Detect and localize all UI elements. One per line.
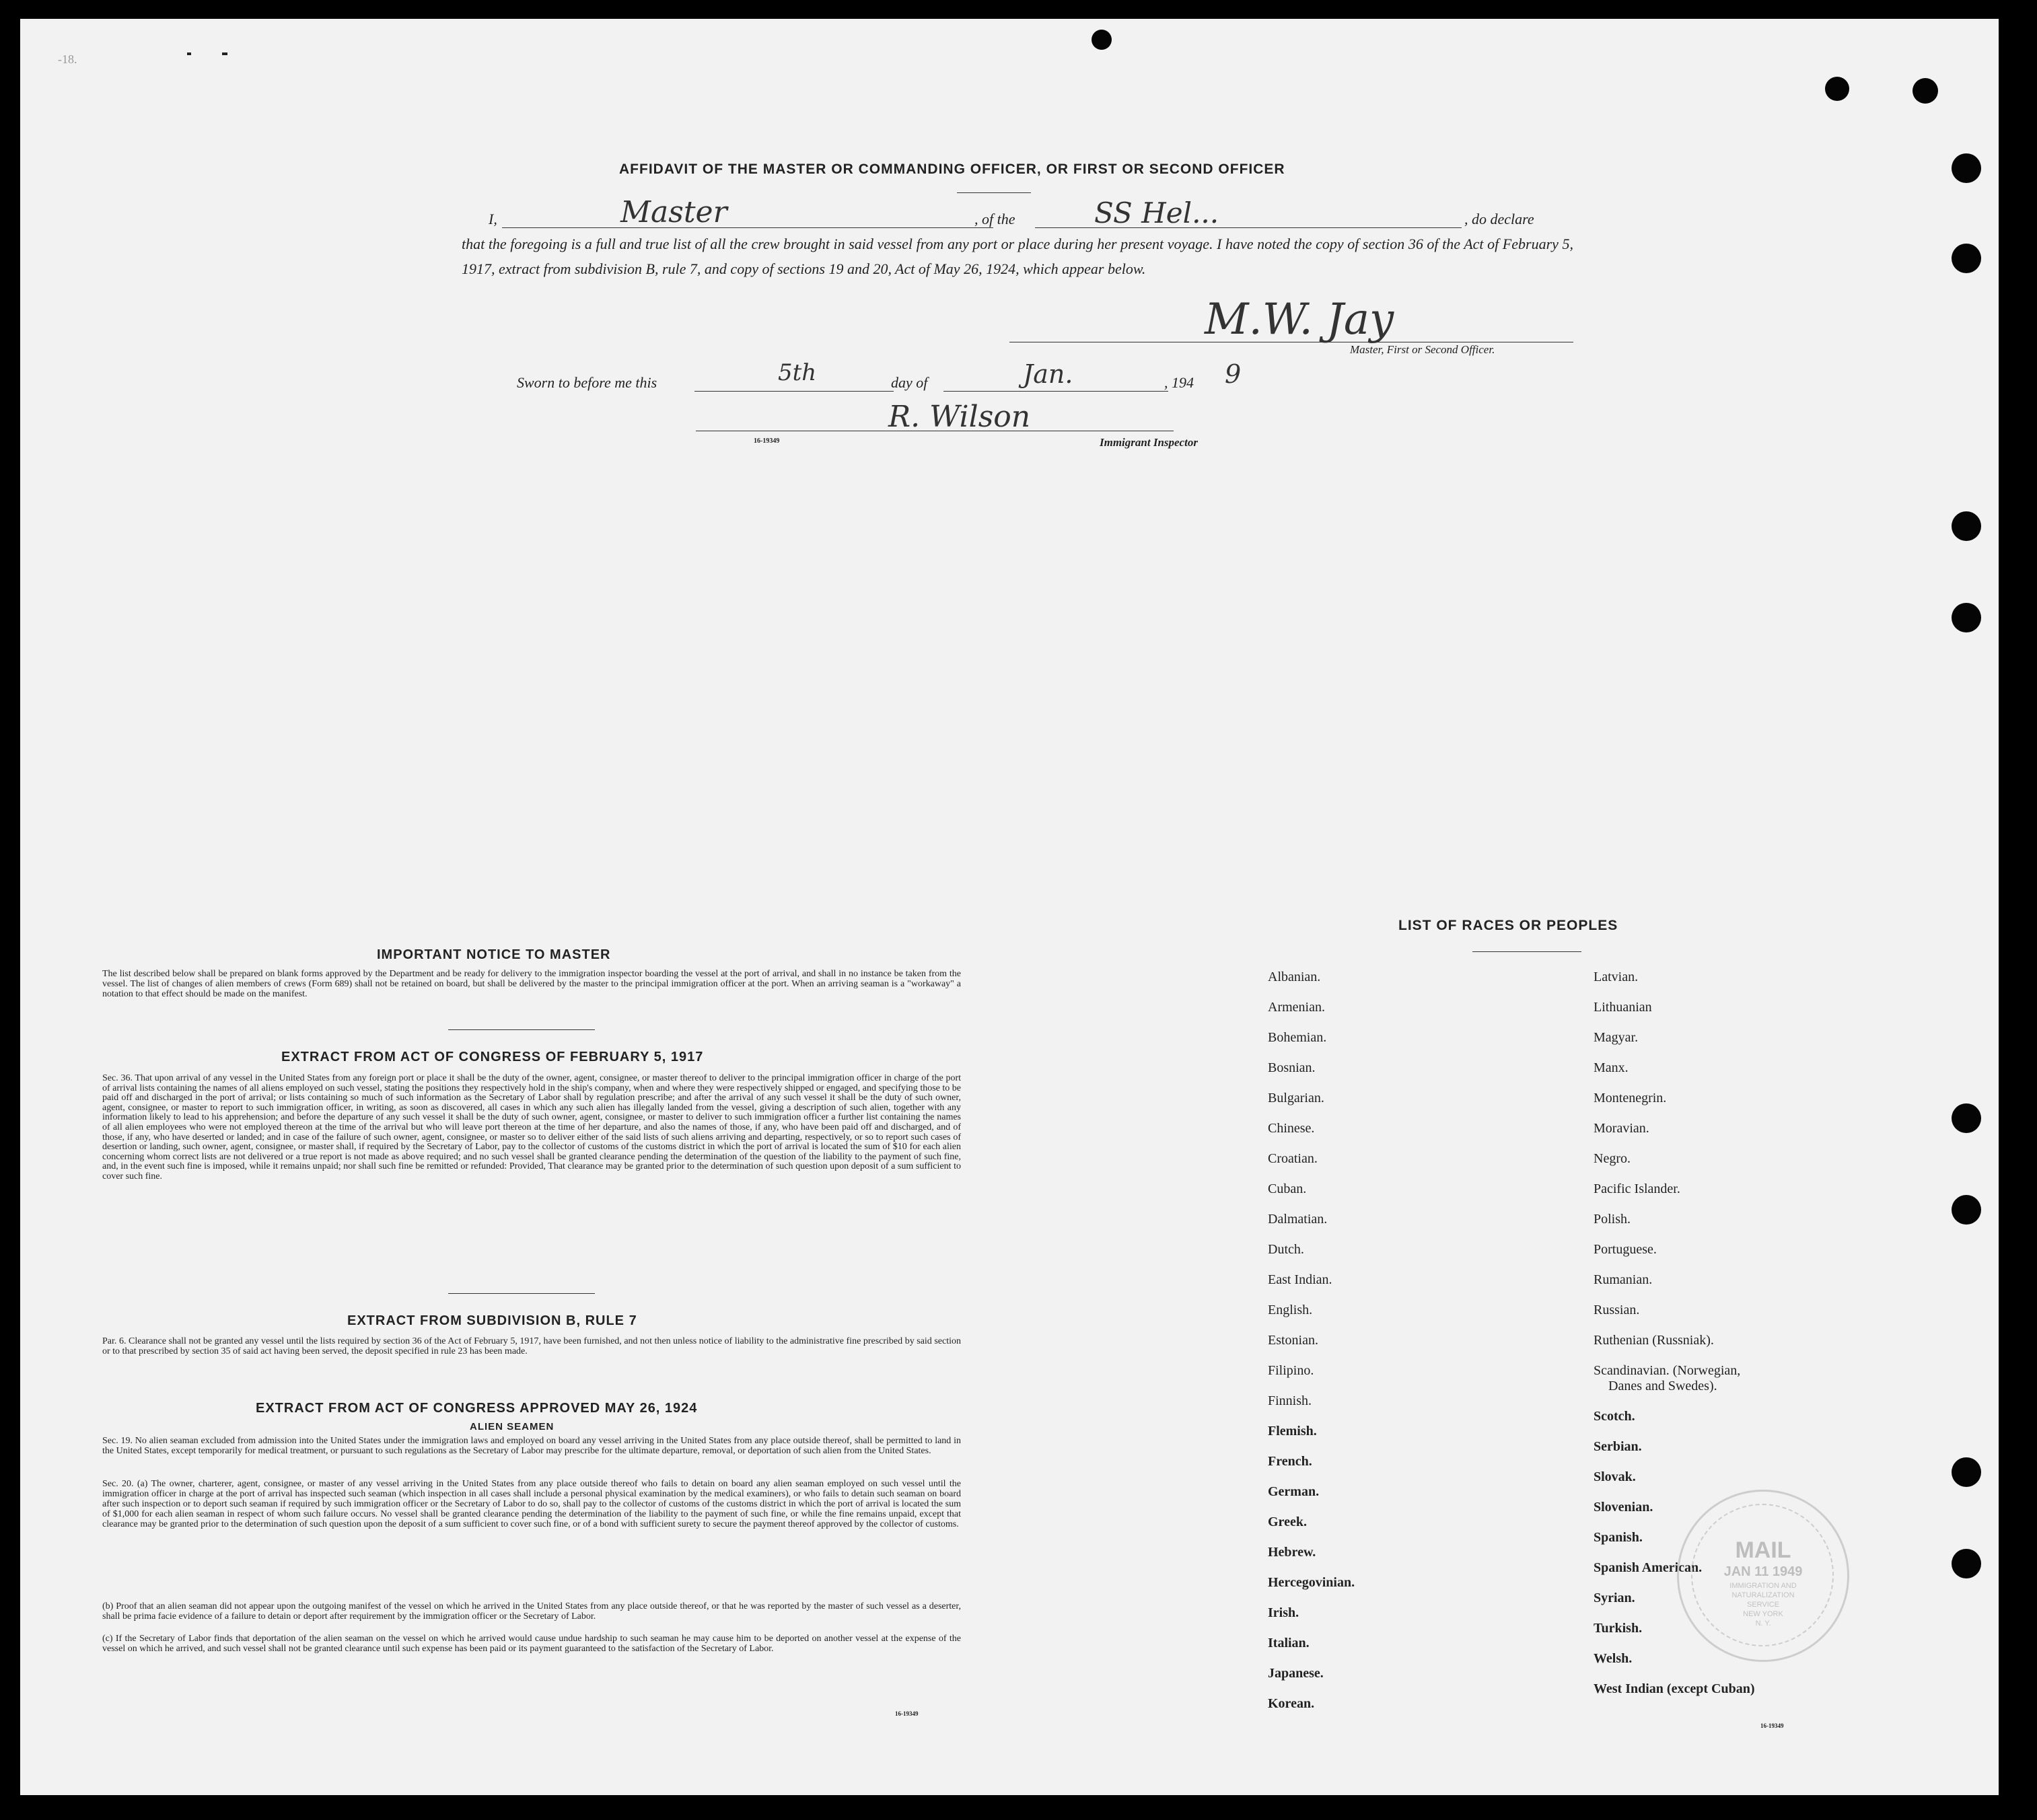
sworn-day: 5th [778, 359, 817, 386]
punch-hole [1952, 603, 1981, 632]
vessel-handwritten: SS Hel... [1094, 196, 1219, 229]
punch-hole [1952, 1103, 1981, 1133]
races-title: LIST OF RACES OR PEOPLES [1398, 918, 1618, 933]
race-item: Bohemian. [1268, 1030, 1327, 1045]
stamp-line1: MAIL [1735, 1537, 1791, 1563]
master-caption: Master, First or Second Officer. [1350, 343, 1495, 356]
race-item: Manx. [1594, 1060, 1629, 1075]
race-item: Montenegrin. [1594, 1091, 1667, 1105]
speck [222, 52, 227, 55]
punch-hole [1952, 1195, 1981, 1225]
stamp-line3: IMMIGRATION AND [1729, 1582, 1797, 1590]
race-item: Serbian. [1594, 1439, 1642, 1454]
race-item: Italian. [1268, 1636, 1310, 1650]
race-item: Turkish. [1594, 1621, 1643, 1636]
extract-1924-title: EXTRACT FROM ACT OF CONGRESS APPROVED MAY 26, 1924 [256, 1401, 698, 1416]
race-item: Greek. [1268, 1515, 1307, 1529]
extract-1924-subtitle: ALIEN SEAMEN [470, 1421, 555, 1432]
race-item: Hercegovinian. [1268, 1575, 1355, 1590]
subdivision-title: EXTRACT FROM SUBDIVISION B, RULE 7 [347, 1313, 637, 1328]
form-number: 16-19349 [754, 437, 780, 445]
race-item: Korean. [1268, 1696, 1315, 1711]
race-item: Welsh. [1594, 1651, 1633, 1666]
form-number: 16-19349 [1760, 1722, 1784, 1729]
race-item: Pacific Islander. [1594, 1181, 1680, 1196]
race-item: Moravian. [1594, 1121, 1649, 1136]
punch-hole [1952, 244, 1981, 273]
punch-hole [1913, 78, 1938, 104]
race-item: Dalmatian. [1268, 1212, 1328, 1227]
do-declare-label: , do declare [1464, 211, 1534, 227]
race-item: Scandinavian. (Norwegian, [1594, 1363, 1741, 1378]
race-item: Armenian. [1268, 1000, 1325, 1015]
race-item: Finnish. [1268, 1393, 1312, 1408]
affidavit-title: AFFIDAVIT OF THE MASTER OR COMMANDING OFFICER, OR FIRST OR SECOND OFFICER [619, 161, 1285, 177]
notice-title: IMPORTANT NOTICE TO MASTER [377, 947, 611, 962]
race-item: Cuban. [1268, 1181, 1307, 1196]
notice-body: The list described below shall be prepared on blank forms approved by the Department and be ready for delivery to the immigration inspector boarding the vessel at the port of arrival, and shall in no instance be taken from the vessel. The list of changes of alien members of crews (Form 689) shall not be retained on board, but shall be delivered by the master to the principal immigration officer at the port. When an arriving seaman is a "workaway" a notation to that effect should be made on the manifest. [102, 969, 961, 999]
stamp-line6: NEW YORK [1743, 1610, 1783, 1618]
race-item: Chinese. [1268, 1121, 1315, 1136]
race-item: Filipino. [1268, 1363, 1314, 1378]
race-item: Slovenian. [1594, 1500, 1653, 1515]
name-handwritten: Master [620, 195, 727, 229]
of-the-label: , of the [974, 211, 1015, 227]
sec19-body: Sec. 19. No alien seaman excluded from admission into the United States under the immigration laws and employed on board any vessel arriving in the United States from any place outside thereof, shall be permitted to land in the United States, except temporarily for medical treatment, or pursuant to such regulations as the Secretary of Labor may prescribe for the ultimate departure, removal, or deportation of such alien from the United States. [102, 1436, 961, 1456]
year-prefix: , 194 [1164, 374, 1194, 391]
stamp-line7: N. Y. [1755, 1619, 1771, 1628]
speck [187, 52, 191, 55]
inspector-signature: R. Wilson [888, 400, 1031, 434]
race-item: Latvian. [1594, 970, 1639, 984]
race-item: Bosnian. [1268, 1060, 1316, 1075]
race-item: Negro. [1594, 1151, 1631, 1166]
race-item: Spanish American. [1594, 1560, 1703, 1575]
subdivision-body: Par. 6. Clearance shall not be granted any vessel until the lists required by section 36 of the Act of February 5, 1917, have been furnished, and not then unless notice of liability to the administrative fine prescribed by said section or to that prescribed by section 35 of said act having been served, the deposit specified in rule 23 has been made. [102, 1336, 961, 1356]
extract-1917-title: EXTRACT FROM ACT OF CONGRESS OF FEBRUARY 5, 1917 [281, 1050, 704, 1064]
i-label: I, [489, 211, 497, 227]
race-item: Flemish. [1268, 1424, 1317, 1439]
race-item: French. [1268, 1454, 1312, 1469]
races-left-list [1268, 962, 1355, 1719]
sec20c-body: (c) If the Secretary of Labor finds that deportation of the alien seaman on the vessel on which he arrived would cause undue hardship to such seaman he may cause him to be deported on another vessel at the expense of the vessel on which he arrived, and such vessel shall not be granted clearance until such expense has been paid or its payment guaranteed to the satisfaction of the Secretary of Labor. [102, 1634, 961, 1654]
race-item: Spanish. [1594, 1530, 1643, 1545]
extract-1917-body: Sec. 36. That upon arrival of any vessel in the United States from any foreign port or place it shall be the duty of the owner, agent, consignee, or master thereof to deliver to the principal immigration officer in charge of the port of arrival lists containing the names of all aliens employed on such vessel, stating the positions they respectively hold in the ship's company, when and where they were respectively shipped or engaged, and specifying those to be paid off and discharged in the port of arrival; or lists containing so much of such information as the Secretary of Labor shall by regulation prescribe; and after the arrival of any such vessel it shall be the duty of such owner, agent, consignee, or master to report to such immigration officer, in writing, as soon as discovered, all cases in which any such alien has illegally landed from the vessel, giving a description of such alien, together with any information likely to lead to his apprehension; and before the departure of any such vessel it shall be the duty of such owner, agent, consignee, or master to deliver to such immigration officer a further list containing the names of all alien employees who were not employed thereon at the time of the arrival but who will leave port thereon at the time of her departure, and also the names of those, if any, who have been paid off and discharged, and of those, if any, who have deserted or landed; and in case of the failure of such owner, agent, consignee, or master so to deliver either of the said lists of such aliens arriving and departing, respectively, or so to report such cases of desertion or landing, such owner, agent, consignee, or master shall, if required by the Secretary of Labor, pay to the collector of customs of the customs district in which the port of arrival is located the sum of $10 for each alien concerning whom correct lists are not delivered or a true report is not made as above required; and no such vessel shall be granted clearance pending the determination of the question of the liability to the payment of such fine, and, in the event such fine is imposed, while it remains unpaid; nor shall such fine be remitted or refunded: Provided, That clearance may be granted prior to the determination of such question upon deposit of a sum sufficient to cover such fine. [102, 1073, 961, 1181]
sec20b-body: (b) Proof that an alien seaman did not appear upon the outgoing manifest of the vessel on which he arrived in the United States from any place outside thereof, or that he was reported by the master of such vessel as a deserter, shall be prima facie evidence of a failure to detain or deport after requirement by the immigration officer or the Secretary of Labor. [102, 1601, 961, 1622]
race-item: Polish. [1594, 1212, 1631, 1227]
form-number: 16-19349 [895, 1710, 919, 1717]
stamp-line2: JAN 11 1949 [1723, 1564, 1803, 1579]
punch-hole [1952, 511, 1981, 541]
race-item: Danes and Swedes). [1608, 1379, 1717, 1393]
month-line [943, 391, 1168, 392]
mail-stamp [1677, 1490, 1849, 1662]
race-item: Bulgarian. [1268, 1091, 1324, 1105]
race-item: Lithuanian [1594, 1000, 1652, 1015]
master-signature: M.W. Jay [1205, 295, 1394, 344]
race-item: Japanese. [1268, 1666, 1324, 1681]
race-item: Portuguese. [1594, 1242, 1657, 1257]
day-of-label: day of [891, 374, 928, 391]
race-item: East Indian. [1268, 1272, 1332, 1287]
section-rule [448, 1293, 595, 1294]
race-item: Russian. [1594, 1303, 1640, 1317]
inspector-caption: Immigrant Inspector [1100, 436, 1198, 449]
race-item: Croatian. [1268, 1151, 1318, 1166]
punch-hole [1825, 77, 1849, 101]
race-item: English. [1268, 1303, 1313, 1317]
race-item: Slovak. [1594, 1469, 1636, 1484]
page-mark: -18. [58, 52, 77, 66]
year-suffix: 9 [1225, 359, 1242, 389]
sworn-month: Jan. [1023, 359, 1073, 389]
stamp-line5: SERVICE [1746, 1601, 1780, 1609]
race-item: Syrian. [1594, 1591, 1635, 1605]
title-rule [957, 192, 1031, 193]
race-item: Scotch. [1594, 1409, 1635, 1424]
name-line [502, 227, 993, 228]
affidavit-body: that the foregoing is a full and true list of all the crew brought in said vessel from any port or place during her present voyage. I have noted the copy of section 36 of the Act of February 5, 1917, extract from subdivision B, rule 7, and copy of sections 19 and 20, Act of May 26, 1924, which appear below. [462, 235, 1573, 277]
sec20a-body: Sec. 20. (a) The owner, charterer, agent, consignee, or master of any vessel arriving in the United States from any place outside thereof who fails to detain on board any alien seaman employed on such vessel until the immigration officer in charge at the port of arrival has inspected such seaman (which inspection in all cases shall include a personal physical examination by the medical examiners), or who fails to detain such seaman on board after such inspection or to deport such seaman if required by such immigration officer or the Secretary of Labor to do so, shall pay to the collector of customs of the customs district in which the port of arrival is located the sum of $1,000 for each alien seaman in respect of whom such failure occurs. No vessel shall be granted clearance pending the determination of the liability to the payment of such fine, or while the fine remains unpaid, except that clearance may be granted prior to the determination of such question upon the deposit of a sum sufficient to cover such fine, or of a bond with sufficient surety to secure the payment thereof approved by the collector of customs. [102, 1479, 961, 1529]
race-item: Hebrew. [1268, 1545, 1316, 1560]
race-item: West Indian (except Cuban) [1594, 1681, 1755, 1696]
race-item: Irish. [1268, 1605, 1299, 1620]
punch-hole [1952, 1549, 1981, 1578]
race-item: German. [1268, 1484, 1320, 1499]
punch-hole [1952, 1457, 1981, 1487]
stamp-line4: NATURALIZATION [1731, 1591, 1795, 1599]
race-item: Estonian. [1268, 1333, 1318, 1348]
race-item: Dutch. [1268, 1242, 1304, 1257]
sworn-label: Sworn to before me this [517, 374, 657, 391]
race-item: Ruthenian (Russniak). [1594, 1333, 1714, 1348]
day-line [694, 391, 894, 392]
document-page [20, 19, 1999, 1795]
race-item: Albanian. [1268, 970, 1321, 984]
race-item: Magyar. [1594, 1030, 1639, 1045]
races-rule [1472, 951, 1581, 952]
section-rule [448, 1029, 595, 1030]
race-item: Rumanian. [1594, 1272, 1653, 1287]
punch-hole [1092, 30, 1112, 50]
punch-hole [1952, 153, 1981, 183]
